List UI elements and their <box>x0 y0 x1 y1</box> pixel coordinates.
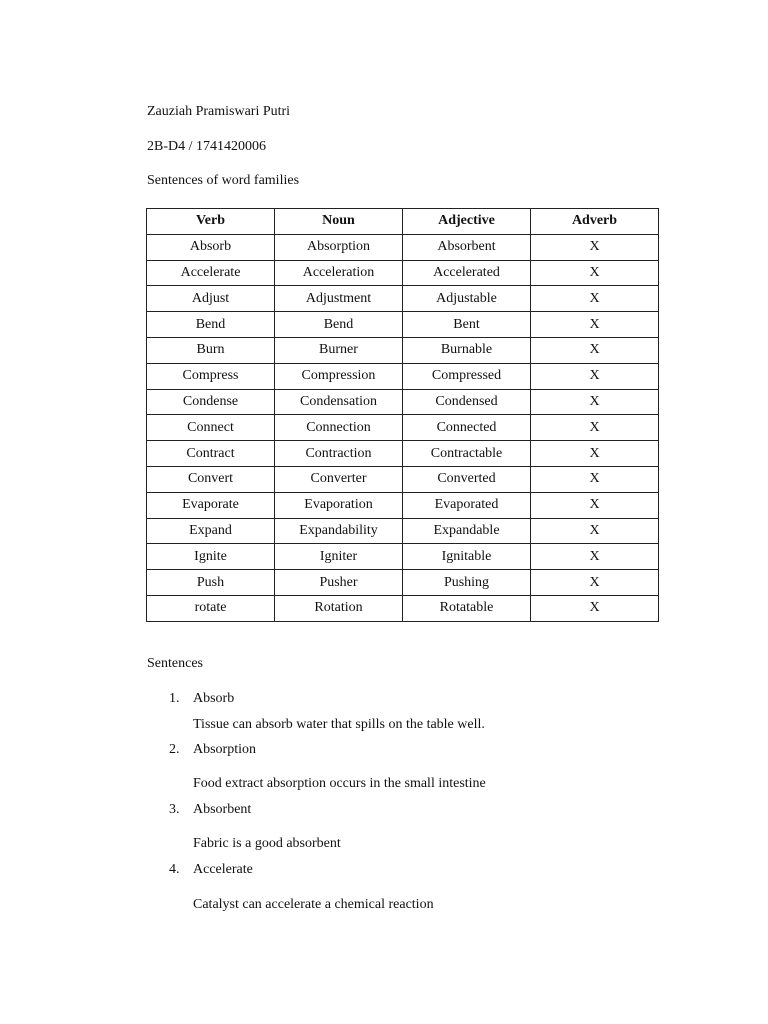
cell-adjective: Evaporated <box>403 492 531 518</box>
cell-verb: Adjust <box>147 286 275 312</box>
item-sentence: Fabric is a good absorbent <box>193 836 341 851</box>
cell-adverb: X <box>531 441 659 467</box>
cell-verb: Condense <box>147 389 275 415</box>
cell-adjective: Contractable <box>403 441 531 467</box>
cell-noun: Expandability <box>275 518 403 544</box>
item-word: Absorption <box>193 742 256 757</box>
cell-adjective: Adjustable <box>403 286 531 312</box>
cell-verb: Burn <box>147 337 275 363</box>
cell-verb: Compress <box>147 363 275 389</box>
cell-verb: Contract <box>147 441 275 467</box>
item-number: 2. <box>169 742 180 757</box>
header-verb: Verb <box>147 209 275 235</box>
cell-adverb: X <box>531 595 659 621</box>
item-number: 3. <box>169 802 180 817</box>
table-row <box>147 415 659 441</box>
author-name: Zauziah Pramiswari Putri <box>147 104 291 119</box>
item-sentence: Catalyst can accelerate a chemical reaction <box>193 897 434 912</box>
cell-verb: Absorb <box>147 234 275 260</box>
cell-noun: Rotation <box>275 595 403 621</box>
cell-noun: Absorption <box>275 234 403 260</box>
cell-adverb: X <box>531 337 659 363</box>
cell-adverb: X <box>531 234 659 260</box>
table-row <box>147 337 659 363</box>
cell-adjective: Converted <box>403 466 531 492</box>
item-sentence: Tissue can absorb water that spills on the table well. <box>193 717 485 732</box>
cell-noun: Compression <box>275 363 403 389</box>
item-number: 4. <box>169 862 180 877</box>
cell-verb: Convert <box>147 466 275 492</box>
cell-adjective: Ignitable <box>403 544 531 570</box>
cell-verb: Ignite <box>147 544 275 570</box>
cell-verb: Push <box>147 570 275 596</box>
cell-noun: Contraction <box>275 441 403 467</box>
item-word: Accelerate <box>193 862 253 877</box>
cell-adjective: Expandable <box>403 518 531 544</box>
word-families-table <box>146 208 659 622</box>
cell-adjective: Pushing <box>403 570 531 596</box>
cell-adverb: X <box>531 260 659 286</box>
header-noun: Noun <box>275 209 403 235</box>
cell-adjective: Compressed <box>403 363 531 389</box>
cell-verb: Expand <box>147 518 275 544</box>
cell-adjective: Absorbent <box>403 234 531 260</box>
table-row <box>147 234 659 260</box>
table-row <box>147 492 659 518</box>
cell-adverb: X <box>531 570 659 596</box>
item-sentence: Food extract absorption occurs in the small intestine <box>193 776 486 791</box>
cell-verb: Evaporate <box>147 492 275 518</box>
cell-adverb: X <box>531 415 659 441</box>
cell-noun: Adjustment <box>275 286 403 312</box>
document-heading: Sentences of word families <box>147 173 300 188</box>
cell-adverb: X <box>531 466 659 492</box>
cell-adjective: Burnable <box>403 337 531 363</box>
header-adjective: Adjective <box>403 209 531 235</box>
cell-noun: Condensation <box>275 389 403 415</box>
cell-noun: Pusher <box>275 570 403 596</box>
table-row <box>147 312 659 338</box>
cell-verb: rotate <box>147 595 275 621</box>
item-word: Absorb <box>193 691 235 706</box>
item-word: Absorbent <box>193 802 252 817</box>
cell-adverb: X <box>531 363 659 389</box>
cell-adjective: Bent <box>403 312 531 338</box>
cell-adverb: X <box>531 312 659 338</box>
cell-adverb: X <box>531 492 659 518</box>
table-row <box>147 518 659 544</box>
table-row <box>147 260 659 286</box>
cell-adjective: Accelerated <box>403 260 531 286</box>
table-row <box>147 286 659 312</box>
cell-adjective: Rotatable <box>403 595 531 621</box>
cell-adverb: X <box>531 518 659 544</box>
table-header-row <box>147 209 659 235</box>
table-row <box>147 570 659 596</box>
cell-adjective: Condensed <box>403 389 531 415</box>
table-row <box>147 544 659 570</box>
cell-noun: Evaporation <box>275 492 403 518</box>
cell-verb: Accelerate <box>147 260 275 286</box>
cell-adverb: X <box>531 286 659 312</box>
cell-noun: Connection <box>275 415 403 441</box>
cell-noun: Burner <box>275 337 403 363</box>
table-row <box>147 595 659 621</box>
cell-noun: Converter <box>275 466 403 492</box>
item-number: 1. <box>169 691 180 706</box>
cell-adverb: X <box>531 389 659 415</box>
cell-noun: Bend <box>275 312 403 338</box>
header-adverb: Adverb <box>531 209 659 235</box>
table-row <box>147 466 659 492</box>
cell-noun: Acceleration <box>275 260 403 286</box>
cell-verb: Bend <box>147 312 275 338</box>
table-row <box>147 389 659 415</box>
cell-verb: Connect <box>147 415 275 441</box>
cell-adverb: X <box>531 544 659 570</box>
cell-noun: Igniter <box>275 544 403 570</box>
sentences-heading: Sentences <box>147 656 203 671</box>
class-id: 2B-D4 / 1741420006 <box>147 139 266 154</box>
table-row <box>147 441 659 467</box>
table-row <box>147 363 659 389</box>
cell-adjective: Connected <box>403 415 531 441</box>
